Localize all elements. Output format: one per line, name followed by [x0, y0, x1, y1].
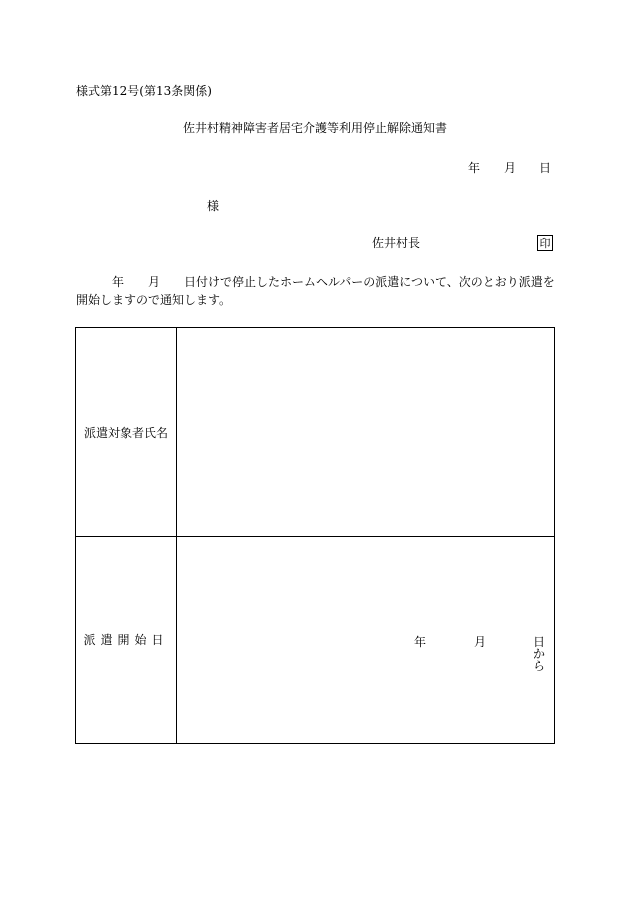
start-date-year-label: 年	[414, 635, 427, 649]
start-date-month-label: 月	[474, 635, 487, 649]
sender-title: 佐井村長	[372, 236, 421, 250]
seal-mark-icon: 印	[537, 235, 553, 251]
date-day-label: 日	[539, 161, 552, 175]
body-year-label: 年	[112, 275, 125, 289]
form-table	[75, 327, 555, 744]
body-text-rest: 日付けで停止したホームヘルパーの派遣について、次のとおり派遣を	[184, 275, 555, 289]
document-title: 佐井村精神障害者居宅介護等利用停止解除通知書	[182, 121, 447, 135]
recipient-name-field[interactable]	[177, 328, 554, 536]
body-text-line-1	[76, 276, 555, 288]
table-row	[76, 328, 554, 537]
recipient-name-label: 派遣対象者氏名	[83, 425, 168, 440]
table-label-cell	[76, 328, 177, 536]
date-month-label: 月	[504, 161, 517, 175]
start-date-day-label: 日から	[533, 635, 546, 673]
date-year-label: 年	[468, 161, 481, 175]
table-row	[76, 536, 554, 743]
start-date-field[interactable]	[177, 536, 554, 743]
form-number: 様式第12号(第13条関係)	[76, 84, 212, 98]
addressee-honorific: 様	[207, 199, 220, 213]
table-label-cell	[76, 536, 177, 743]
body-text-line-2: 開始しますので通知します。	[76, 293, 232, 307]
body-month-label: 月	[148, 275, 161, 289]
start-date-label: 派遣開始日	[83, 633, 169, 647]
